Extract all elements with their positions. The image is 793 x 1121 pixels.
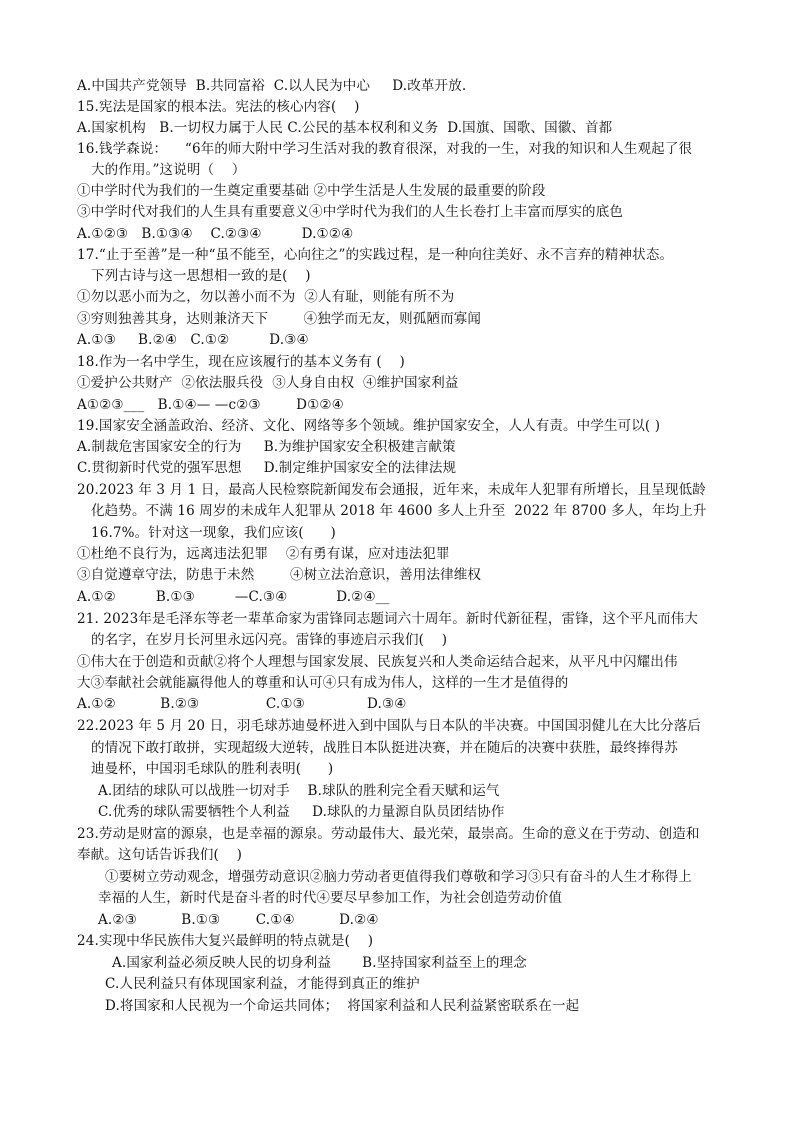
question-16: 16.钱学森说： “6年的师大附中学习生活对我的教育很深，对我的一生，对我的知识和人生观起了很 [77,141,693,157]
text-line: ①杜绝不良行为，远离违法犯罪 ②有勇有谋，应对违法犯罪 [77,546,450,562]
text-line: ③穷则独善其身，达则兼济天下 ④独学而无友，则孤陋而寡闻 [77,311,482,327]
question-22: 22.2023 年 5 月 20 日，羽毛球苏迪曼杯进入到中国队与日本队的半决赛。中国国羽健儿在大比分落后 [77,718,701,734]
text-line: A.①③ B.②④ C.①② D.③④ [77,332,309,348]
question-19: 19.国家安全涵盖政治、经济、文化、网络等多个领域。维护国家安全，人人有责。中学生可以( ) [77,418,661,434]
question-18: 18.作为一名中学生，现在应该履行的基本义务有 ( ) [77,354,405,370]
text-line: C.优秀的球队需要牺牲个人利益 D.球队的力量源自队员团结协作 [98,804,505,820]
text-line: A.制裁危害国家安全的行为 B.为维护国家安全积极建言献策 [77,439,456,455]
text-line: A.中国共产党领导 B.共同富裕 C.以人民为中心 D.改革开放. [77,78,467,94]
text-line: 的名字，在岁月长河里永远闪亮。雷锋的事迹启示我们( ) [91,632,448,648]
text-line: ①中学时代为我们的一生奠定重要基础 ②中学生活是人生发展的最重要的阶段 [77,183,546,199]
text-line: A.①② B.①③ —C.③④ D.②④__ [77,589,390,605]
text-line: A①②③___ B.①④— —c②③ D①②④ [77,397,344,413]
text-line: D.将国家和人民视为一个命运共同体； 将国家利益和人民利益紧密联系在一起 [105,998,580,1014]
text-line: ③中学时代对我们的人生具有重要意义④中学时代为我们的人生长卷打上丰富而厚实的底色 [77,204,623,220]
text-line: 奉献。这句话告诉我们( ) [77,847,243,863]
text-line: C.贯彻新时代党的强军思想 D.制定维护国家安全的法律法规 [77,460,457,476]
text-line: A.①② B.②③ C.①③ D.③④ [77,696,407,712]
text-line: A.国家机构 B.一切权力属于人民 C.公民的基本权利和义务 D.国旗、国歌、国徽、首都 [77,120,613,136]
text-line: ①勿以恶小而为之，勿以善小而不为 ②人有耻，则能有所不为 [77,289,455,305]
text-line: 大③奉献社会就能赢得他人的尊重和认可④只有成为伟人，这样的一生才是值得的 [77,675,569,691]
question-20: 20.2023 年 3 月 1 日，最高人民检察院新闻发布会通报，近年来，未成年人犯罪有所增长，且呈现低龄 [77,482,706,498]
text-line: 化趋势。不满 16 周岁的未成年人犯罪从 2018 年 4600 多人上升至 2022 年 8700 多人，年均上升 [91,503,707,519]
text-line: A.②③ B.①③ C.①④ D.②④ [98,912,379,928]
text-line: 下列古诗与这一思想相一致的是( ) [91,268,311,284]
text-line: 16.7%。针对这一现象，我们应该( ) [91,525,336,541]
text-line: ③自觉遵章守法，防患于未然 ④树立法治意识，善用法律维权 [77,567,482,583]
text-line: C.人民利益只有体现国家利益，才能得到真正的维护 [105,976,420,992]
text-line: 幸福的人生，新时代是奋斗者的时代④要尽早参加工作，为社会创造劳动价值 [98,890,563,906]
text-line: ①伟大在于创造和贡献②将个人理想与国家发展、民族复兴和人类命运结合起来，从平凡中闪耀出伟 [77,654,678,670]
text-line: ①爱护公共财产 ②依法服兵役 ③人身自由权 ④维护国家利益 [77,375,459,391]
text-line: ①要树立劳动观念，增强劳动意识②脑力劳动者更值得我们尊敬和学习③只有奋斗的人生才称得上 [105,869,692,885]
text-line: A.①②③ B.①③④ C.②③④ D.①②④ [77,226,354,242]
text-line: 迪曼杯，中国羽毛球队的胜利表明( ) [91,761,334,777]
question-23: 23.劳动是财富的源泉，也是幸福的源泉。劳动最伟大、最光荣，最崇高。生命的意义在于劳动、创造和 [77,826,700,842]
question-21: 21. 2023年是毛泽东等老一辈革命家为雷锋同志题词六十周年。新时代新征程，雷锋，这个平凡而伟大 [77,611,698,627]
question-24: 24.实现中华民族伟大复兴最鲜明的特点就是( ) [77,933,374,949]
text-line: 的情况下敢打敢拼，实现超级大逆转，战胜日本队挺进决赛，并在随后的决赛中获胜，最终捧得苏 [91,740,678,756]
question-17: 17.“止于至善”是一种“虽不能至，心向往之”的实践过程，是一种向往美好、永不言弃的精神状态。 [77,247,674,263]
text-line: A.国家利益必须反映人民的切身利益 B.坚持国家利益至上的理念 [112,955,527,971]
text-line: 大的作用。”这说明（ ） [91,162,246,178]
text-line: A.团结的球队可以战胜一切对手 B.球队的胜利完全看天赋和运气 [98,783,500,799]
question-15: 15.宪法是国家的根本法。宪法的核心内容( ) [77,99,360,115]
